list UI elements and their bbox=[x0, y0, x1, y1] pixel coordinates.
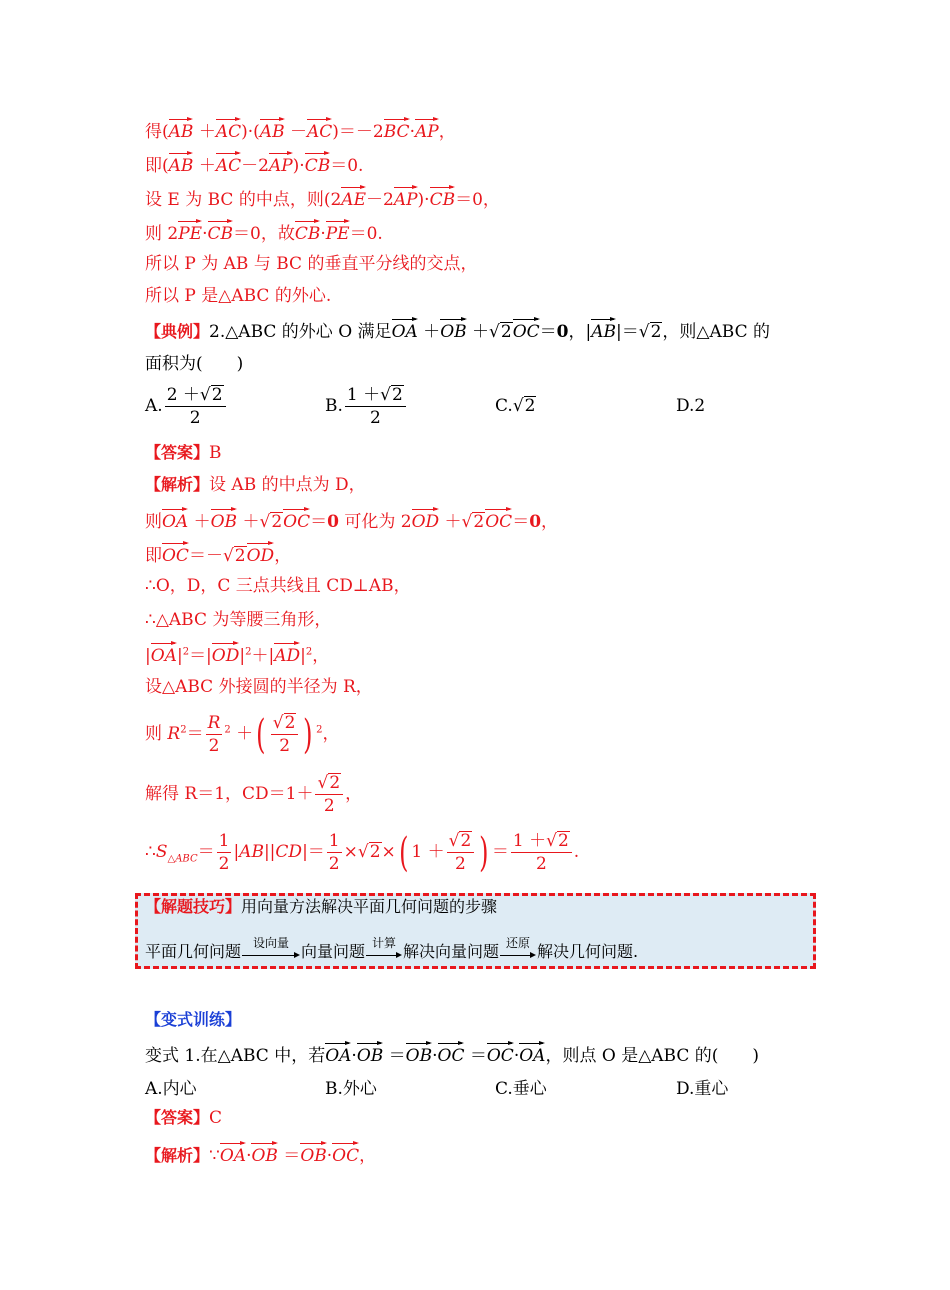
analysis-tag: 【解析】 bbox=[145, 475, 210, 494]
analysis-line-3: 即OC＝－√2OD， bbox=[145, 540, 291, 568]
example-tag: 【典例】 bbox=[145, 322, 210, 341]
analysis-line-4: ∴O，D，C 三点共线且 CD⊥AB， bbox=[145, 576, 411, 596]
arrow-icon: 设向量 bbox=[242, 943, 300, 963]
solution-line-2: 即(AB ＋AC－2AP)·CB＝0. bbox=[145, 150, 363, 178]
tip-title: 用向量方法解决平面几何问题的步骤 bbox=[241, 897, 498, 916]
option-d[interactable]: D.2 bbox=[676, 396, 706, 416]
tip-title-line bbox=[145, 895, 497, 919]
solution-line-3: 设 E 为 BC 的中点，则(2AE－2AP)·CB＝0， bbox=[145, 184, 500, 212]
answer-line bbox=[145, 441, 222, 465]
variant-answer: 【答案】C bbox=[145, 1108, 223, 1128]
analysis-line-8: 则 $R^2=$ $\frac{R}{2}$ $^2$ ＋( $\frac{√2}{2}$ ) $^2$， bbox=[145, 711, 340, 758]
solution-line-4: 则 2PE·CB＝0，故CB·PE＝0. bbox=[145, 218, 383, 246]
variant-option-b[interactable]: B.外心 bbox=[325, 1079, 377, 1099]
arrow-icon: 还原 bbox=[500, 943, 536, 963]
option-a[interactable]: A. $\frac{2 +√2}{2}$ bbox=[145, 384, 228, 429]
variant-analysis: 【解析】∵OA·OB ＝OB·OC， bbox=[145, 1140, 376, 1168]
variant-option-c[interactable]: C.垂心 bbox=[495, 1079, 547, 1099]
answer-value: B bbox=[209, 443, 222, 463]
analysis-line-5: ∴△ABC 为等腰三角形， bbox=[145, 610, 332, 630]
analysis-line-1: 【解析】设 AB 的中点为 D， bbox=[145, 475, 366, 495]
analysis-line-6: $|OA|^2=|OD|^2+|AD|^2$， bbox=[145, 640, 329, 668]
option-b[interactable]: B. $\frac{1 +√2}{2}$ bbox=[325, 384, 408, 429]
variant-heading: 【变式训练】 bbox=[145, 1010, 242, 1029]
example-question: 【典例】2.△ABC 的外心 O 满足OA ＋OB ＋√2OC＝0，|AB|＝√2，则△ABC 的 bbox=[145, 316, 770, 344]
variant-question: 变式 1.在△ABC 中，若OA·OB ＝OB·OC ＝OC·OA，则点 O 是△ABC 的( ) bbox=[145, 1040, 759, 1068]
analysis-line-10: $\therefore S_{\triangle ABC}=$ $\frac{1}{2}$ |AB||CD|＝ $\frac{1}{2}$ ×√2×( 1 ＋ $\frac{√2}{2}$ ) ＝ $\frac{1 +√2}{2}$ . bbox=[145, 829, 580, 876]
solution-line-6: 所以 P 是△ABC 的外心. bbox=[145, 286, 332, 306]
example-question-line2: 面积为( ) bbox=[145, 354, 244, 374]
variant-option-a[interactable]: A.内心 bbox=[145, 1079, 197, 1099]
variant-option-d[interactable]: D.重心 bbox=[676, 1079, 729, 1099]
solution-line-5: 所以 P 为 AB 与 BC 的垂直平分线的交点， bbox=[145, 254, 478, 274]
answer-tag: 【答案】 bbox=[145, 443, 210, 462]
analysis-line-2: 则OA ＋OB ＋√2OC＝0 可化为 2OD ＋√2OC＝0， bbox=[145, 506, 558, 534]
analysis-line-7: 设△ABC 外接圆的半径为 R， bbox=[145, 677, 373, 697]
analysis-line-9: 解得 R＝1，CD＝1＋ $\frac{√2}{2}$ ， bbox=[145, 773, 363, 816]
tip-tag: 【解题技巧】 bbox=[145, 897, 242, 916]
tip-steps: 平面几何问题 设向量 向量问题 计算 解决向量问题 还原 解决几何问题. bbox=[145, 935, 639, 961]
arrow-icon: 计算 bbox=[366, 943, 402, 963]
solution-line-1: 得(AB ＋AC)·(AB －AC)＝－2BC·AP， bbox=[145, 116, 456, 144]
option-c[interactable]: C.√2 bbox=[495, 396, 536, 416]
